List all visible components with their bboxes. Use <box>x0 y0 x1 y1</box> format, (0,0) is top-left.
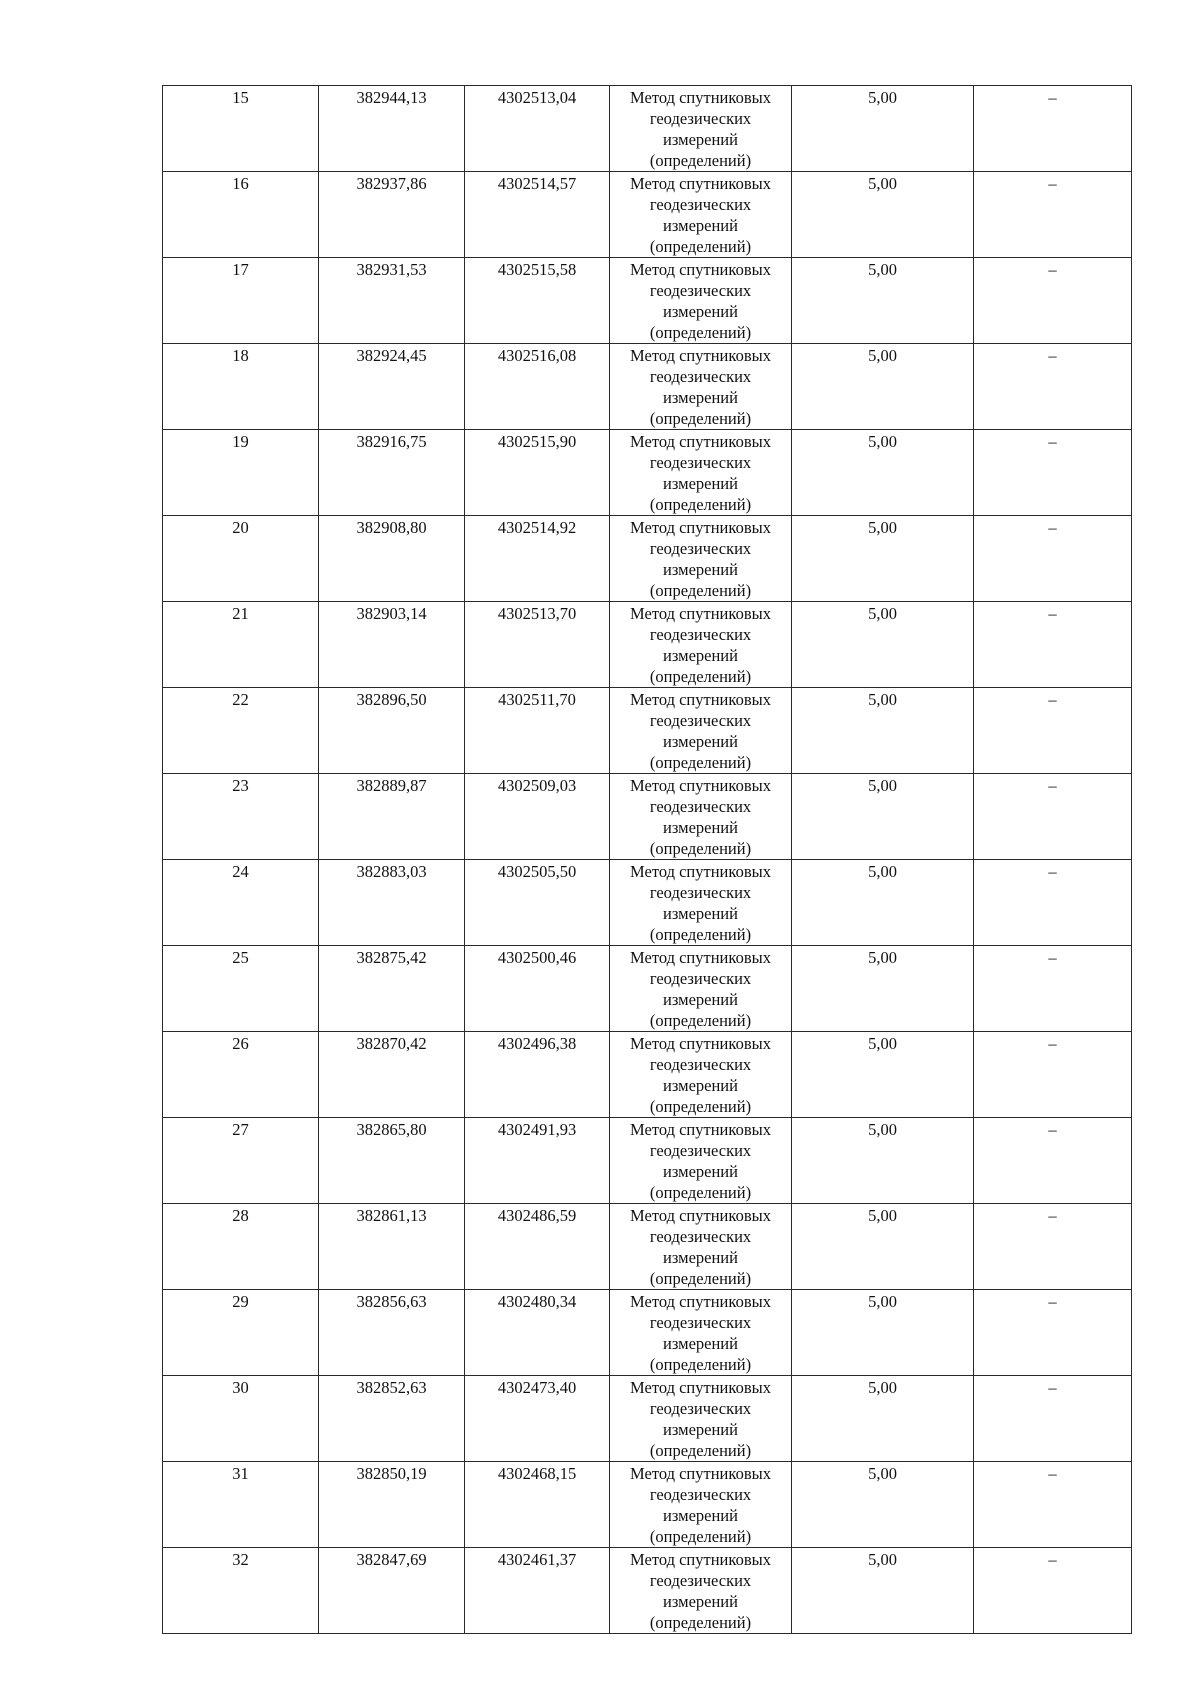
coordinate-y-cell: 4302509,03 <box>465 774 610 860</box>
coordinate-y-cell: 4302480,34 <box>465 1290 610 1376</box>
accuracy-cell: 5,00 <box>792 1548 974 1634</box>
coordinate-y-cell: 4302468,15 <box>465 1462 610 1548</box>
method-line: (определений) <box>649 1011 752 1030</box>
method-line: Метод спутниковых <box>630 174 771 193</box>
method-line: геодезических <box>649 1571 752 1590</box>
table-row <box>163 516 1132 602</box>
accuracy-cell: 5,00 <box>792 1376 974 1462</box>
method-cell <box>610 1462 792 1548</box>
method-line: измерений <box>663 904 738 923</box>
note-cell: – <box>974 946 1132 1032</box>
method-cell <box>610 1204 792 1290</box>
accuracy-cell: 5,00 <box>792 860 974 946</box>
method-line: геодезических <box>649 969 752 988</box>
method-line: измерений <box>663 560 738 579</box>
method-line: геодезических <box>649 1485 752 1504</box>
coordinate-x-cell: 382856,63 <box>319 1290 465 1376</box>
accuracy-cell: 5,00 <box>792 1462 974 1548</box>
method-line: измерений <box>663 646 738 665</box>
method-line: Метод спутниковых <box>630 1464 771 1483</box>
method-line: геодезических <box>649 453 752 472</box>
table-row <box>163 1032 1132 1118</box>
coordinate-y-cell: 4302500,46 <box>465 946 610 1032</box>
note-cell: – <box>974 1032 1132 1118</box>
method-line: (определений) <box>649 667 752 686</box>
table-row <box>163 774 1132 860</box>
method-line: измерений <box>663 1334 738 1353</box>
method-line: (определений) <box>649 495 752 514</box>
point-number-cell: 18 <box>163 344 319 430</box>
note-cell: – <box>974 860 1132 946</box>
method-line: измерений <box>663 732 738 751</box>
method-line: геодезических <box>649 625 752 644</box>
accuracy-cell: 5,00 <box>792 86 974 172</box>
method-line: (определений) <box>649 151 752 170</box>
method-line: Метод спутниковых <box>630 948 771 967</box>
coordinate-x-cell: 382896,50 <box>319 688 465 774</box>
accuracy-cell: 5,00 <box>792 1204 974 1290</box>
method-line: (определений) <box>649 1269 752 1288</box>
method-cell <box>610 1376 792 1462</box>
method-line: геодезических <box>649 711 752 730</box>
method-line: (определений) <box>649 1355 752 1374</box>
point-number-cell: 29 <box>163 1290 319 1376</box>
method-line: измерений <box>663 302 738 321</box>
coordinate-y-cell: 4302496,38 <box>465 1032 610 1118</box>
method-line: геодезических <box>649 1227 752 1246</box>
table-row <box>163 946 1132 1032</box>
point-number-cell: 19 <box>163 430 319 516</box>
coordinate-x-cell: 382924,45 <box>319 344 465 430</box>
method-line: (определений) <box>649 581 752 600</box>
method-line: (определений) <box>649 1441 752 1460</box>
coordinate-x-cell: 382937,86 <box>319 172 465 258</box>
method-cell <box>610 430 792 516</box>
accuracy-cell: 5,00 <box>792 1290 974 1376</box>
coordinate-x-cell: 382916,75 <box>319 430 465 516</box>
table-row <box>163 1290 1132 1376</box>
method-line: геодезических <box>649 1055 752 1074</box>
method-line: Метод спутниковых <box>630 776 771 795</box>
coordinate-x-cell: 382903,14 <box>319 602 465 688</box>
method-line: измерений <box>663 216 738 235</box>
table-row <box>163 1118 1132 1204</box>
note-cell: – <box>974 1204 1132 1290</box>
coordinate-x-cell: 382865,80 <box>319 1118 465 1204</box>
method-line: Метод спутниковых <box>630 690 771 709</box>
method-cell <box>610 946 792 1032</box>
table-row <box>163 344 1132 430</box>
method-cell <box>610 688 792 774</box>
accuracy-cell: 5,00 <box>792 688 974 774</box>
method-line: геодезических <box>649 1141 752 1160</box>
method-line: (определений) <box>649 1183 752 1202</box>
note-cell: – <box>974 774 1132 860</box>
table-row <box>163 1376 1132 1462</box>
note-cell: – <box>974 172 1132 258</box>
method-line: Метод спутниковых <box>630 862 771 881</box>
method-cell <box>610 344 792 430</box>
coordinate-y-cell: 4302486,59 <box>465 1204 610 1290</box>
coordinate-y-cell: 4302514,57 <box>465 172 610 258</box>
method-line: геодезических <box>649 883 752 902</box>
method-cell <box>610 516 792 602</box>
note-cell: – <box>974 516 1132 602</box>
point-number-cell: 16 <box>163 172 319 258</box>
method-cell <box>610 860 792 946</box>
method-line: геодезических <box>649 1313 752 1332</box>
note-cell: – <box>974 1376 1132 1462</box>
point-number-cell: 28 <box>163 1204 319 1290</box>
method-line: (определений) <box>649 839 752 858</box>
method-line: геодезических <box>649 539 752 558</box>
method-cell <box>610 774 792 860</box>
method-line: (определений) <box>649 925 752 944</box>
method-cell <box>610 1118 792 1204</box>
accuracy-cell: 5,00 <box>792 344 974 430</box>
point-number-cell: 17 <box>163 258 319 344</box>
method-line: измерений <box>663 1248 738 1267</box>
method-line: геодезических <box>649 367 752 386</box>
method-line: геодезических <box>649 109 752 128</box>
method-line: Метод спутниковых <box>630 1206 771 1225</box>
note-cell: – <box>974 258 1132 344</box>
coordinate-y-cell: 4302461,37 <box>465 1548 610 1634</box>
method-line: измерений <box>663 388 738 407</box>
method-cell <box>610 602 792 688</box>
coordinate-x-cell: 382875,42 <box>319 946 465 1032</box>
method-line: (определений) <box>649 753 752 772</box>
method-line: геодезических <box>649 1399 752 1418</box>
coordinate-y-cell: 4302514,92 <box>465 516 610 602</box>
coordinate-y-cell: 4302505,50 <box>465 860 610 946</box>
method-line: Метод спутниковых <box>630 1120 771 1139</box>
method-line: измерений <box>663 1162 738 1181</box>
coordinate-y-cell: 4302473,40 <box>465 1376 610 1462</box>
method-line: геодезических <box>649 195 752 214</box>
method-line: (определений) <box>649 1097 752 1116</box>
coordinate-x-cell: 382850,19 <box>319 1462 465 1548</box>
note-cell: – <box>974 430 1132 516</box>
coordinate-x-cell: 382847,69 <box>319 1548 465 1634</box>
method-cell <box>610 1290 792 1376</box>
method-cell <box>610 1548 792 1634</box>
method-cell <box>610 258 792 344</box>
accuracy-cell: 5,00 <box>792 430 974 516</box>
coordinate-x-cell: 382889,87 <box>319 774 465 860</box>
point-number-cell: 30 <box>163 1376 319 1462</box>
method-line: геодезических <box>649 281 752 300</box>
coordinate-y-cell: 4302513,04 <box>465 86 610 172</box>
method-line: Метод спутниковых <box>630 346 771 365</box>
method-cell <box>610 1032 792 1118</box>
note-cell: – <box>974 688 1132 774</box>
table-row <box>163 258 1132 344</box>
method-line: Метод спутниковых <box>630 1034 771 1053</box>
coordinate-y-cell: 4302491,93 <box>465 1118 610 1204</box>
coordinate-x-cell: 382870,42 <box>319 1032 465 1118</box>
table-row <box>163 430 1132 516</box>
table-row <box>163 860 1132 946</box>
coordinate-x-cell: 382931,53 <box>319 258 465 344</box>
method-line: Метод спутниковых <box>630 260 771 279</box>
accuracy-cell: 5,00 <box>792 172 974 258</box>
coordinate-x-cell: 382908,80 <box>319 516 465 602</box>
note-cell: – <box>974 602 1132 688</box>
coordinate-y-cell: 4302511,70 <box>465 688 610 774</box>
note-cell: – <box>974 1462 1132 1548</box>
coordinates-table-body <box>163 86 1132 1634</box>
point-number-cell: 21 <box>163 602 319 688</box>
accuracy-cell: 5,00 <box>792 516 974 602</box>
coordinate-x-cell: 382852,63 <box>319 1376 465 1462</box>
note-cell: – <box>974 1548 1132 1634</box>
method-line: Метод спутниковых <box>630 518 771 537</box>
note-cell: – <box>974 86 1132 172</box>
table-row <box>163 172 1132 258</box>
method-line: Метод спутниковых <box>630 1550 771 1569</box>
method-line: измерений <box>663 130 738 149</box>
method-line: (определений) <box>649 1613 752 1632</box>
point-number-cell: 15 <box>163 86 319 172</box>
point-number-cell: 24 <box>163 860 319 946</box>
coordinate-x-cell: 382944,13 <box>319 86 465 172</box>
coordinate-y-cell: 4302516,08 <box>465 344 610 430</box>
method-line: Метод спутниковых <box>630 88 771 107</box>
note-cell: – <box>974 1118 1132 1204</box>
accuracy-cell: 5,00 <box>792 774 974 860</box>
note-cell: – <box>974 1290 1132 1376</box>
accuracy-cell: 5,00 <box>792 1032 974 1118</box>
point-number-cell: 25 <box>163 946 319 1032</box>
coordinates-table <box>162 85 1132 1634</box>
method-line: измерений <box>663 1420 738 1439</box>
coordinate-y-cell: 4302513,70 <box>465 602 610 688</box>
table-row <box>163 688 1132 774</box>
method-line: (определений) <box>649 323 752 342</box>
point-number-cell: 32 <box>163 1548 319 1634</box>
point-number-cell: 27 <box>163 1118 319 1204</box>
table-row <box>163 1548 1132 1634</box>
method-line: Метод спутниковых <box>630 1378 771 1397</box>
coordinate-y-cell: 4302515,90 <box>465 430 610 516</box>
note-cell: – <box>974 344 1132 430</box>
accuracy-cell: 5,00 <box>792 946 974 1032</box>
point-number-cell: 22 <box>163 688 319 774</box>
method-line: измерений <box>663 474 738 493</box>
method-line: измерений <box>663 818 738 837</box>
method-line: Метод спутниковых <box>630 1292 771 1311</box>
method-line: измерений <box>663 1506 738 1525</box>
table-row <box>163 86 1132 172</box>
table-row <box>163 1204 1132 1290</box>
coordinate-x-cell: 382883,03 <box>319 860 465 946</box>
method-line: (определений) <box>649 237 752 256</box>
point-number-cell: 20 <box>163 516 319 602</box>
method-cell <box>610 172 792 258</box>
point-number-cell: 26 <box>163 1032 319 1118</box>
method-line: измерений <box>663 1076 738 1095</box>
method-line: (определений) <box>649 409 752 428</box>
accuracy-cell: 5,00 <box>792 258 974 344</box>
method-line: Метод спутниковых <box>630 604 771 623</box>
method-cell <box>610 86 792 172</box>
method-line: Метод спутниковых <box>630 432 771 451</box>
point-number-cell: 31 <box>163 1462 319 1548</box>
method-line: геодезических <box>649 797 752 816</box>
method-line: измерений <box>663 1592 738 1611</box>
table-row <box>163 1462 1132 1548</box>
table-row <box>163 602 1132 688</box>
accuracy-cell: 5,00 <box>792 1118 974 1204</box>
accuracy-cell: 5,00 <box>792 602 974 688</box>
point-number-cell: 23 <box>163 774 319 860</box>
coordinate-y-cell: 4302515,58 <box>465 258 610 344</box>
method-line: (определений) <box>649 1527 752 1546</box>
coordinate-x-cell: 382861,13 <box>319 1204 465 1290</box>
method-line: измерений <box>663 990 738 1009</box>
